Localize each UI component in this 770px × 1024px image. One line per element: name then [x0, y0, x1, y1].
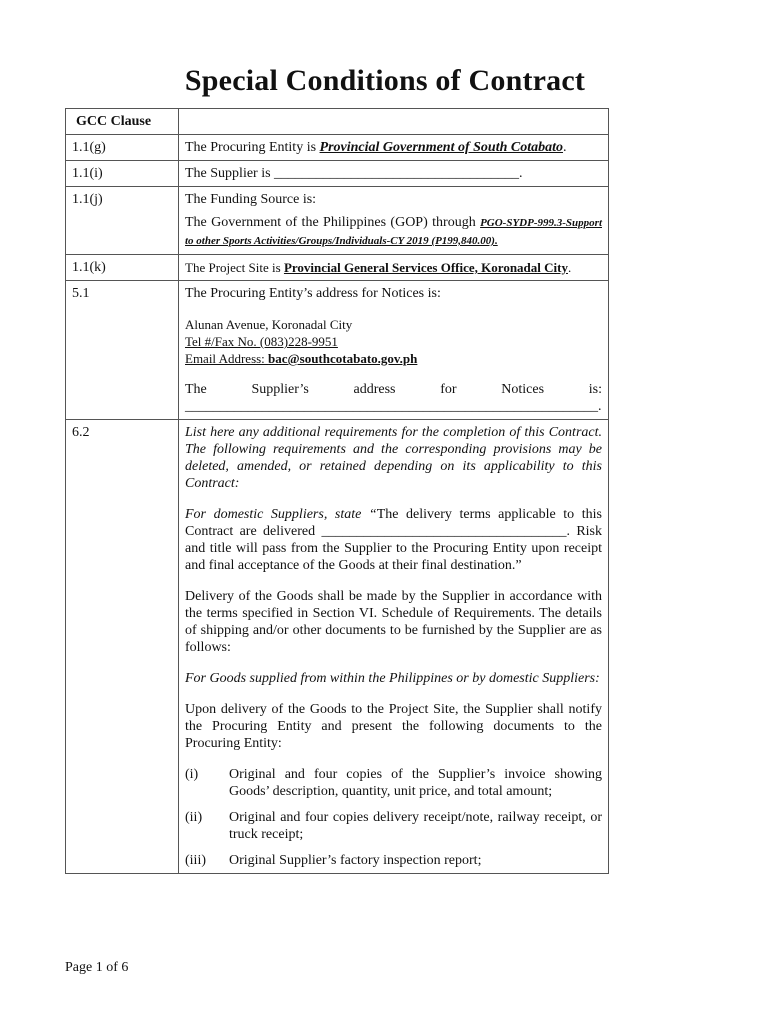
word: Supplier’s: [251, 382, 309, 397]
phone-line: Tel #/Fax No. (083)228-9951: [185, 334, 338, 349]
clause-text: [179, 187, 609, 255]
conditions-table: [65, 108, 609, 874]
supplier-text: The Supplier is ___________________________________.: [179, 161, 609, 187]
table-row: [66, 135, 609, 161]
supplier-address-blank: ___________________________________________________________.: [185, 399, 602, 414]
word: for: [440, 382, 457, 397]
table-row: [66, 281, 609, 420]
word: is:: [588, 382, 602, 397]
clause-number: 1.1(k): [66, 255, 179, 281]
list-item-number: (i): [185, 767, 199, 782]
clause-text: [179, 135, 609, 161]
table-row: [66, 187, 609, 255]
domestic-goods-heading: For Goods supplied from within the Philippines or by domestic Suppliers:: [185, 671, 600, 686]
clause-number: 5.1: [66, 281, 179, 420]
list-item: Original and four copies of the Supplier’s invoice showing Goods’ description, quantity, unit price, and total amount;: [229, 767, 602, 799]
documents-paragraph: Upon delivery of the Goods to the Project Site, the Supplier shall notify the Procuring Entity and present the following documents to the Procuring Entity:: [185, 702, 602, 751]
table-header-row: [66, 109, 609, 135]
funding-source-prefix: The Government of the Philippines (GOP) through: [185, 215, 481, 230]
project-site-value: Provincial General Services Office, Koronadal City: [283, 260, 568, 275]
clause-number: 6.2: [66, 420, 179, 874]
email-line: [185, 350, 602, 367]
entity-address-block: [185, 316, 602, 367]
project-site-prefix: The Project Site is: [185, 260, 284, 275]
delivery-terms-paragraph: [185, 506, 602, 574]
procuring-entity-value: Provincial Government of South Cotabato: [319, 140, 564, 155]
document-title: Special Conditions of Contract: [184, 64, 586, 97]
list-item: Original and four copies delivery receipt/note, railway receipt, or truck receipt;: [229, 810, 602, 842]
word: The: [185, 382, 207, 397]
clause-number: 1.1(g): [66, 135, 179, 161]
email-address: bac@southcotabato.gov.ph: [268, 351, 418, 366]
table-row: [66, 161, 609, 187]
notices-intro: The Procuring Entity’s address for Notices is:: [185, 286, 441, 301]
supplier-address-line: [185, 381, 602, 398]
word: Notices: [501, 382, 545, 397]
procuring-entity-suffix: .: [563, 140, 567, 155]
clause-text: [179, 255, 609, 281]
table-row: [66, 255, 609, 281]
funding-source-value: PGO-SYDP-999.3-Support to other Sports Activities/Groups/Individuals-CY 2019 (P199,840.00).: [185, 217, 602, 247]
address-line: Alunan Avenue, Koronadal City: [185, 317, 353, 332]
list-item: Original Supplier’s factory inspection report;: [229, 853, 482, 868]
clause-text: [179, 281, 609, 420]
project-site-suffix: .: [567, 260, 572, 275]
table-row: [66, 420, 609, 874]
gcc-clause-header: GCC Clause: [66, 109, 179, 135]
delivery-terms-lead: For domestic Suppliers, state “: [185, 507, 377, 522]
clause-number: 1.1(j): [66, 187, 179, 255]
header-blank-cell: [179, 109, 609, 135]
email-label: Email Address:: [185, 351, 269, 366]
list-item-number: (iii): [185, 853, 206, 868]
additional-requirements-note: List here any additional requirements for the completion of this Contract. The following requirements and the corresponding provisions may be deleted, amended, or retained depending on its applicability to this Contract:: [185, 425, 602, 491]
clause-number: 1.1(i): [66, 161, 179, 187]
list-item-number: (ii): [185, 810, 203, 825]
documents-list: [185, 766, 602, 869]
procuring-entity-prefix: The Procuring Entity is: [185, 140, 320, 155]
delivery-terms-text: The delivery terms applicable to this Contract are delivered ___________________________________. Risk and title will pass from the Supplier to the Procuring Entity upon receipt and final acceptance of the Goods at their final destination.”: [185, 507, 602, 573]
page-number: Page 1 of 6: [65, 960, 129, 975]
delivery-paragraph: Delivery of the Goods shall be made by the Supplier in accordance with the terms specified in Section VI. Schedule of Requirements. The details of shipping and/or other documents to be furnished by the Supplier are as follows:: [185, 589, 602, 655]
clause-text: [179, 420, 609, 874]
funding-source-text: [185, 214, 602, 250]
word: address: [353, 382, 396, 397]
funding-source-label: The Funding Source is:: [185, 192, 317, 207]
